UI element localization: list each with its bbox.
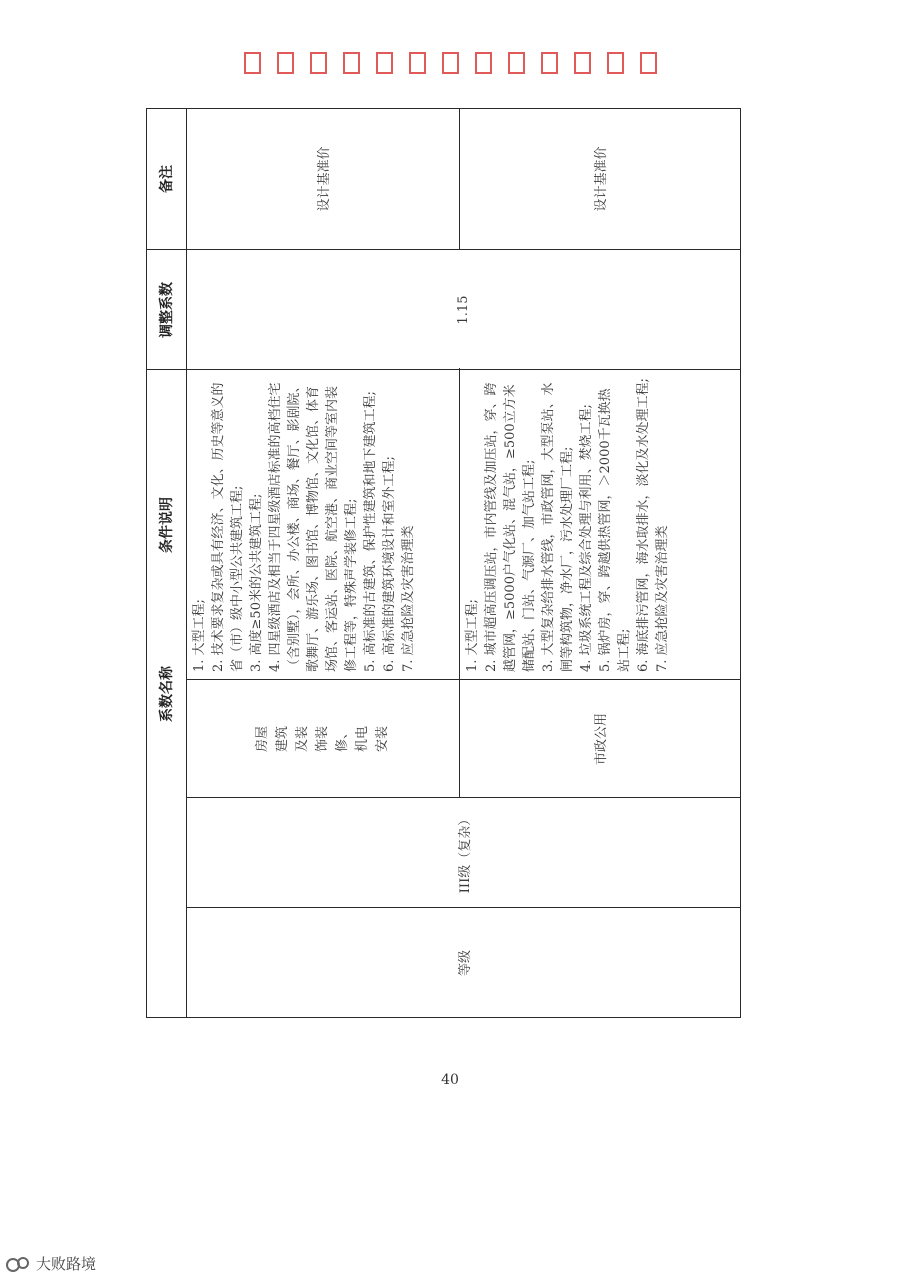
placeholder-box bbox=[607, 52, 624, 74]
placeholder-box bbox=[376, 52, 393, 74]
watermark-logo-icon bbox=[6, 1255, 32, 1273]
placeholder-box bbox=[277, 52, 294, 74]
condition-item: 2. 技术要求复杂或具有经济、文化、历史等意义的省（市）级中小型公共建筑工程; bbox=[211, 382, 245, 672]
category-building: 房屋建筑及装饰装修、机电安装 bbox=[254, 726, 390, 753]
page-number: 40 bbox=[441, 1072, 459, 1088]
placeholder-box bbox=[310, 52, 327, 74]
placeholder-box bbox=[442, 52, 459, 74]
condition-item: 6. 高标准的建筑环境设计和室外工程; bbox=[382, 456, 397, 672]
condition-item: 1. 大型工程; bbox=[192, 599, 207, 672]
remark-building: 设计基准价 bbox=[317, 146, 332, 212]
placeholder-box bbox=[409, 52, 426, 74]
header-placeholder-boxes bbox=[0, 52, 900, 82]
placeholder-box bbox=[475, 52, 492, 74]
placeholder-box bbox=[541, 52, 558, 74]
remark-municipal: 设计基准价 bbox=[594, 146, 609, 212]
placeholder-box bbox=[508, 52, 525, 74]
condition-item: 5. 锅炉房，穿、跨越供热管网，＞2000千瓦换热站工程; bbox=[598, 388, 632, 672]
grade-label: 等级 bbox=[458, 950, 473, 977]
condition-item: 2. 城市超高压调压站，市内管线及加压站，穿、跨越管网，≥5000户气化站、混气站，≥500立方米储配站、门站、气源厂、加气站工程; bbox=[484, 382, 537, 672]
condition-item: 4. 垃圾系统工程及综合处理与利用、焚烧工程; bbox=[579, 404, 594, 672]
condition-item: 5. 高标准的古建筑、保护性建筑和地下建筑工程; bbox=[363, 391, 378, 672]
level-label: III级（复杂） bbox=[458, 812, 473, 894]
condition-item: 7. 应急抢险及灾害治理类 bbox=[401, 525, 416, 672]
placeholder-box bbox=[574, 52, 591, 74]
condition-item: 3. 大型复杂给排水管线，市政管网，大型泵站、水闸等构筑物，净水厂，污水处理厂工程; bbox=[541, 382, 575, 672]
conditions-municipal bbox=[459, 370, 740, 680]
header-conditions: 条件说明 bbox=[159, 497, 175, 553]
watermark bbox=[6, 1253, 96, 1274]
conditions-building bbox=[186, 370, 459, 680]
condition-item: 6. 海底排污管网，海水取排水，淡化及水处理工程; bbox=[636, 378, 651, 672]
placeholder-box bbox=[343, 52, 360, 74]
rotated-table bbox=[146, 108, 741, 1018]
header-name: 系数名称 bbox=[159, 666, 175, 722]
coefficient-value: 1.15 bbox=[456, 295, 471, 325]
header-remarks: 备注 bbox=[159, 165, 175, 193]
condition-item: 7. 应急抢险及灾害治理类 bbox=[655, 525, 670, 672]
placeholder-box bbox=[640, 52, 657, 74]
header-coefficient: 调整系数 bbox=[159, 282, 175, 338]
category-municipal: 市政公用 bbox=[594, 713, 609, 766]
watermark-text: 大败路境 bbox=[36, 1255, 97, 1273]
condition-item: 4. 四星级酒店及相当于四星级酒店标准的高档住宅（含别墅），会所、办公楼、商场、餐厅、影剧院、歌舞厅、游乐场、图书馆、博物馆、文化馆、体育场馆、客运站、医院、航空港、商业空间等室内装修工程等，特殊声学装修工程; bbox=[268, 379, 359, 672]
condition-item: 1. 大型工程; bbox=[465, 599, 480, 672]
placeholder-box bbox=[244, 52, 261, 74]
condition-item: 3. 高度≥50米的公共建筑工程; bbox=[249, 493, 264, 672]
